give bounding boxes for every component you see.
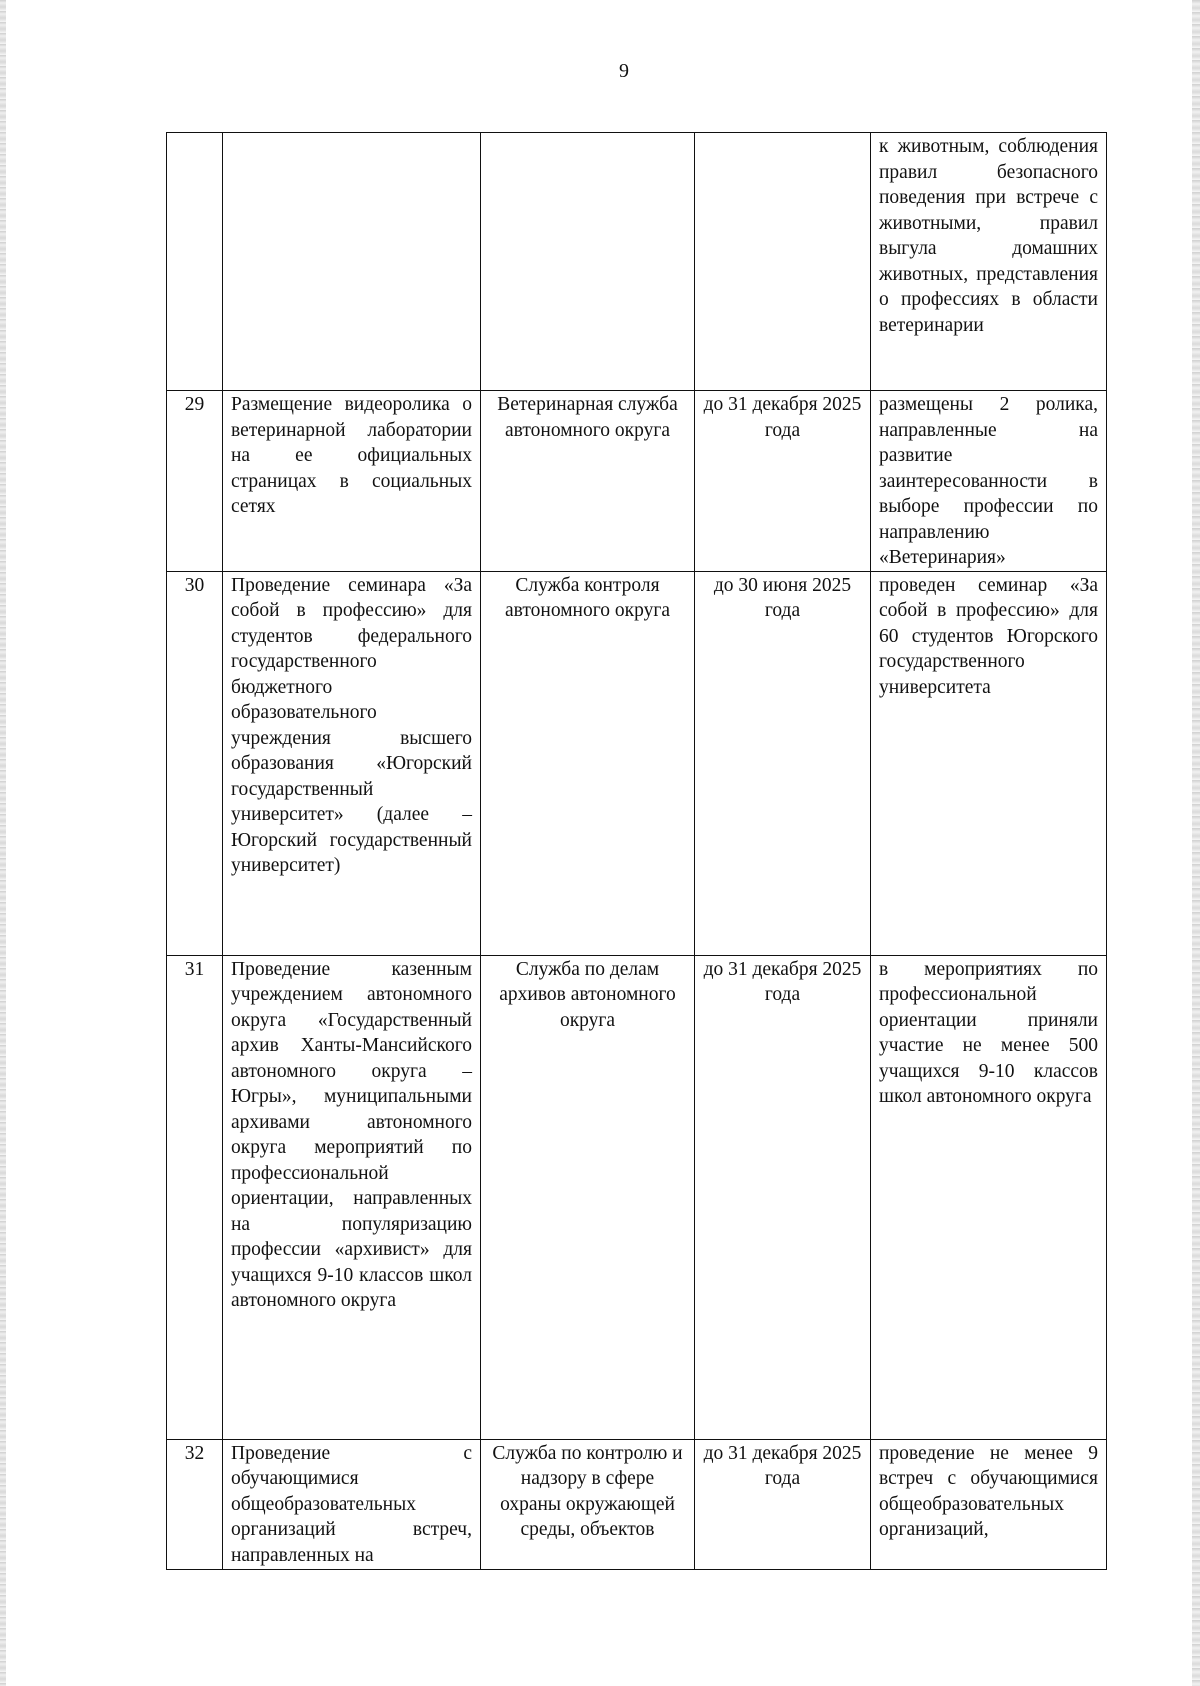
activity-cell: Проведение казенным учреждением автономного округа «Государственный архив Ханты-Мансийского автономного округа – Югры», муниципальными архивами автономного округа мероприятий по профессиональной ориентации, направленных на популяризацию профессии «архивист» для учащихся 9-10 классов школ автономного округа — [223, 955, 481, 1439]
deadline-cell: до 31 декабря 2025 года — [695, 1439, 871, 1569]
result-cell: в мероприятиях по профессиональной ориентации приняли участие не менее 500 учащихся 9-10 классов школ автономного округа — [871, 955, 1107, 1439]
deadline-cell — [695, 133, 871, 391]
page-number: 9 — [619, 60, 629, 82]
result-cell: проведение не менее 9 встреч с обучающимися общеобразовательных организаций, — [871, 1439, 1107, 1569]
row-number: 32 — [167, 1439, 223, 1569]
deadline-cell: до 30 июня 2025 года — [695, 571, 871, 955]
deadline-cell: до 31 декабря 2025 года — [695, 955, 871, 1439]
organization-cell: Служба контроля автономного округа — [481, 571, 695, 955]
plan-table — [166, 132, 1107, 1570]
row-number — [167, 133, 223, 391]
activity-cell: Размещение видеоролика о ветеринарной лаборатории на ее официальных страницах в социальных сетях — [223, 391, 481, 572]
row-number: 31 — [167, 955, 223, 1439]
activity-cell: Проведение с обучающимися общеобразовательных организаций встреч, направленных на — [223, 1439, 481, 1569]
scan-edge-left — [0, 0, 6, 1686]
scan-edge-right — [1192, 0, 1200, 1686]
table-row-continuation — [167, 133, 1107, 391]
organization-cell: Служба по контролю и надзору в сфере охраны окружающей среды, объектов — [481, 1439, 695, 1569]
table-row-29 — [167, 391, 1107, 572]
table-row-30 — [167, 571, 1107, 955]
activity-cell — [223, 133, 481, 391]
result-cell: проведен семинар «За собой в профессию» для 60 студентов Югорского государственного университета — [871, 571, 1107, 955]
organization-cell: Ветеринарная служба автономного округа — [481, 391, 695, 572]
deadline-cell: до 31 декабря 2025 года — [695, 391, 871, 572]
table-row-32 — [167, 1439, 1107, 1569]
result-cell: размещены 2 ролика, направленные на развитие заинтересованности в выборе профессии по направлению «Ветеринария» — [871, 391, 1107, 572]
result-cell: к животным, соблюдения правил безопасного поведения при встрече с животными, правил выгула домашних животных, представления о профессиях в области ветеринарии — [871, 133, 1107, 391]
table-row-31 — [167, 955, 1107, 1439]
activity-cell: Проведение семинара «За собой в профессию» для студентов федерального государственного бюджетного образовательного учреждения высшего образования «Югорский государственный университет» (далее – Югорский государственный университет) — [223, 571, 481, 955]
organization-cell: Служба по делам архивов автономного округа — [481, 955, 695, 1439]
organization-cell — [481, 133, 695, 391]
row-number: 30 — [167, 571, 223, 955]
row-number: 29 — [167, 391, 223, 572]
